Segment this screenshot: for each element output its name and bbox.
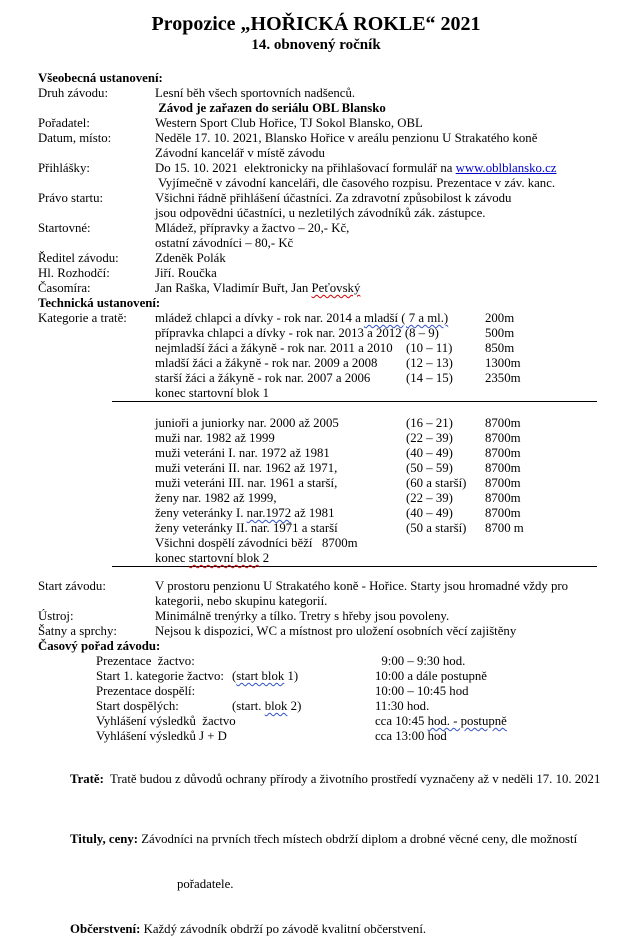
schedule-item-time <box>375 699 429 714</box>
text-segment: ženy nar. 1982 až 1999, <box>155 491 277 505</box>
info-row <box>38 101 632 116</box>
text-segment: Závod je zařazen do seriálu OBL Blansko <box>155 101 386 115</box>
schedule-row <box>96 699 632 714</box>
row-label: Právo startu: <box>38 191 104 205</box>
schedule-row <box>96 729 632 744</box>
row-label: Druh závodu: <box>38 86 109 100</box>
text-segment: startovní blok <box>188 551 260 565</box>
category-age-range: (50 – 59) <box>406 461 453 475</box>
category-age-range: (22 – 39) <box>406 491 453 505</box>
row-label: Start závodu: <box>38 579 106 593</box>
category-name <box>155 536 406 551</box>
text-segment: Každý závodník obdrží po závodě kvalitní občerstvení. <box>140 922 427 936</box>
row-content <box>155 236 293 251</box>
text-segment: ženy veteránky I. <box>155 506 247 520</box>
category-name <box>155 386 406 401</box>
row-content <box>155 594 327 609</box>
text-segment: kategorii, nebo skupinu kategorií. <box>155 594 328 608</box>
category-row <box>155 506 524 521</box>
row-content <box>70 832 577 846</box>
category-distance: 8700m <box>485 431 521 445</box>
schedule-item-note <box>232 729 375 744</box>
text-segment: konec <box>155 551 189 565</box>
text-segment: Jan Raška, Vladimír Buřt, Jan <box>155 281 312 295</box>
category-age-range: (12 – 13) <box>406 356 453 370</box>
schedule-item-note <box>232 714 375 729</box>
text-segment: Mládež, přípravky a žactvo – 20,- Kč, <box>155 221 350 235</box>
info-row <box>38 206 632 221</box>
text-segment: Tratě budou z důvodů ochrany přírody a životního prostředí vyznačeny až v neděli 17. 10. 2021 <box>103 772 601 786</box>
info-row <box>38 146 632 161</box>
technical-section-heading: Technická ustanovení: <box>38 296 161 310</box>
category-distance: 8700m <box>485 416 521 430</box>
category-distance: 8700m <box>485 491 521 505</box>
category-row <box>155 476 524 491</box>
info-row <box>38 131 632 146</box>
category-row <box>155 371 521 386</box>
row-label: Ústroj: <box>38 609 74 623</box>
text-segment: nar.1972 <box>246 506 292 520</box>
category-row <box>155 386 521 401</box>
text-segment: hod. - postupně <box>427 714 507 728</box>
text-segment: (start. <box>232 699 265 713</box>
category-block-1 <box>155 311 521 401</box>
category-age-range: (14 – 15) <box>406 371 453 385</box>
schedule-item-note <box>232 669 375 684</box>
schedule-row <box>96 714 632 729</box>
category-distance: 8700m <box>485 476 521 490</box>
category-age-range <box>406 551 485 566</box>
text-segment: Závodníci na prvních třech místech obdrží diplom a drobné věcné ceny, dle možností <box>138 832 578 846</box>
document-page <box>0 12 632 952</box>
info-row <box>38 266 632 281</box>
schedule-item-time <box>375 654 465 669</box>
category-distance: 1300m <box>485 356 521 370</box>
row-content <box>155 191 511 206</box>
category-age-range: (50 a starší) <box>406 521 467 535</box>
category-name <box>155 371 406 386</box>
row-content <box>155 579 568 594</box>
general-rows <box>38 86 632 296</box>
row-label: Hl. Rozhodčí: <box>38 266 110 280</box>
footer-row <box>145 862 632 907</box>
general-section-heading: Všeobecná ustanovení: <box>38 71 163 85</box>
info-row <box>38 624 632 639</box>
row-label: Startovné: <box>38 221 91 235</box>
text-segment: Lesní běh všech sportovních nadšenců. <box>155 86 356 100</box>
row-content <box>155 251 226 266</box>
text-segment: Western Sport Club Hořice, TJ Sokol Blansko, OBL <box>155 116 423 130</box>
category-distance: 850m <box>485 341 515 355</box>
race-info-rows <box>38 579 632 639</box>
text-segment: Vyjímečně v závodní kanceláři, dle časového rozpisu. Prezentace v záv. kanc. <box>155 176 556 190</box>
text-segment: 11:30 hod. <box>375 699 430 713</box>
text-segment: Zdeněk Polák <box>155 251 226 265</box>
row-label: Ředitel závodu: <box>38 251 119 265</box>
text-segment: pořadatele. <box>177 877 234 891</box>
row-label: Pořadatel: <box>38 116 90 130</box>
row-content <box>155 101 386 116</box>
text-segment: blok <box>264 699 288 713</box>
text-segment: 10:00 a dále postupně <box>375 669 487 683</box>
info-row <box>38 236 632 251</box>
schedule-row <box>96 669 632 684</box>
info-row <box>38 86 632 101</box>
schedule-row <box>96 654 632 669</box>
schedule-item-time <box>375 729 447 744</box>
category-name <box>155 341 406 356</box>
document-subtitle: 14. obnovený ročník <box>251 37 381 53</box>
row-content <box>155 86 355 101</box>
category-distance: 8700m <box>485 461 521 475</box>
text-segment: muži veteráni II. nar. 1962 až 1971, <box>155 461 338 475</box>
text-segment: Peťovský <box>311 281 361 295</box>
footer-rows <box>38 757 632 952</box>
schedule-row <box>96 684 632 699</box>
category-distance: 8700 m <box>485 521 524 535</box>
text-segment: Tratě: <box>70 772 104 786</box>
category-age-range: (40 – 49) <box>406 446 453 460</box>
spacer <box>38 402 632 416</box>
text-segment: mladší ( 7 a ml.) <box>363 311 449 325</box>
schedule-item-label <box>96 714 236 729</box>
row-content <box>155 281 360 296</box>
footer-row <box>38 907 632 952</box>
text-segment: start blok <box>236 669 285 683</box>
category-row <box>155 341 521 356</box>
category-name <box>155 416 406 431</box>
text-segment: junioři a juniorky nar. 2000 až 2005 <box>155 416 339 430</box>
text-segment: muži veteráni I. nar. 1972 až 1981 <box>155 446 330 460</box>
text-segment: nejmladší žáci a žákyně - rok nar. 2011 a 2010 <box>155 341 393 355</box>
text-segment: Do 15. 10. 2021 elektronicky na přihlašovací formulář na <box>155 161 456 175</box>
text-segment: konec startovní blok 1 <box>155 386 270 400</box>
text-segment: Závodní kancelář v místě závodu <box>155 146 325 160</box>
row-content <box>155 266 217 281</box>
row-label: Časomíra: <box>38 281 91 295</box>
category-row <box>155 536 524 551</box>
text-segment: Start 1. kategorie žactvo: <box>96 669 224 683</box>
text-segment: Prezentace dospělí: <box>96 684 196 698</box>
schedule-item-note <box>232 654 375 669</box>
row-label: Přihlášky: <box>38 161 90 175</box>
text-segment: jsou odpovědni účastníci, u nezletilých závodníků zák. zástupce. <box>155 206 486 220</box>
category-distance: 500m <box>485 326 515 340</box>
schedule-item-time <box>375 669 487 684</box>
text-segment: ostatní závodníci – 80,- Kč <box>155 236 294 250</box>
text-segment: Tituly, ceny: <box>70 832 139 846</box>
category-row <box>155 521 524 536</box>
divider-line <box>112 566 597 567</box>
row-content <box>155 116 423 131</box>
text-segment: Start dospělých: <box>96 699 179 713</box>
schedule-item-time <box>375 714 507 729</box>
row-content <box>70 772 600 786</box>
category-age-range: (10 – 11) <box>406 341 453 355</box>
footer-row <box>38 757 632 802</box>
category-name <box>155 551 406 566</box>
row-content <box>155 146 325 161</box>
category-name <box>155 461 406 476</box>
text-segment: Neděle 17. 10. 2021, Blansko Hořice v areálu penzionu U Strakatého koně <box>155 131 538 145</box>
text-segment: Minimálně trenýrky a tílko. Tretry s hřeby jsou povoleny. <box>155 609 450 623</box>
text-segment: Vyhlášení výsledků J + D <box>96 729 227 743</box>
text-segment: mladší žáci a žákyně - rok nar. 2009 a 2008 <box>155 356 378 370</box>
text-segment: 10:00 – 10:45 hod <box>375 684 469 698</box>
schedule-item-label <box>96 669 232 684</box>
row-content <box>155 609 449 624</box>
text-segment: 2 <box>259 551 270 565</box>
text-segment: Občerstvení: <box>70 922 141 936</box>
category-name <box>155 356 406 371</box>
category-row <box>155 446 524 461</box>
text-segment: 1) <box>284 669 299 683</box>
category-name <box>155 506 406 521</box>
category-name <box>155 521 406 536</box>
row-content <box>155 176 555 191</box>
category-age-range: (22 – 39) <box>406 431 453 445</box>
category-row <box>155 461 524 476</box>
text-segment: Všichni dospělí závodníci běží 8700m <box>155 536 358 550</box>
text-segment: Všichni řádně přihlášení účastníci. Za zdravotní způsobilost k závodu <box>155 191 512 205</box>
hyperlink-oblblansko[interactable]: www.oblblansko.cz <box>455 161 557 175</box>
row-content <box>155 206 485 221</box>
row-content <box>155 624 516 639</box>
info-row <box>38 281 632 296</box>
text-segment: ženy veteránky II. nar. 1971 a starší <box>155 521 338 535</box>
text-segment: Jiří. Roučka <box>155 266 217 280</box>
row-label: Kategorie a tratě: <box>38 311 127 325</box>
category-block-2 <box>155 416 524 566</box>
row-content <box>155 161 556 176</box>
info-row <box>38 579 632 594</box>
category-name <box>155 491 406 506</box>
info-row <box>38 609 632 624</box>
info-row <box>38 594 632 609</box>
text-segment: 9:00 – 9:30 hod. <box>375 654 466 668</box>
text-segment: muži nar. 1982 až 1999 <box>155 431 275 445</box>
category-row <box>155 551 524 566</box>
schedule-rows <box>96 654 632 744</box>
text-segment: V prostoru penzionu U Strakatého koně - Hořice. Starty jsou hromadné vždy pro <box>155 579 569 593</box>
schedule-item-label <box>96 729 232 744</box>
document-body <box>38 71 632 952</box>
info-row <box>38 161 632 176</box>
text-segment: Nejsou k dispozici, WC a místnost pro uložení osobních věcí zajištěny <box>155 624 517 638</box>
text-segment: ( <box>232 669 237 683</box>
category-row <box>155 491 524 506</box>
category-age-range: (40 – 49) <box>406 506 453 520</box>
schedule-item-note <box>232 699 375 714</box>
category-distance: 200m <box>485 311 515 325</box>
text-segment: starší žáci a žákyně - rok nar. 2007 a 2006 <box>155 371 371 385</box>
info-row <box>38 191 632 206</box>
category-row <box>155 311 521 326</box>
row-label: Datum, místo: <box>38 131 112 145</box>
info-row <box>38 116 632 131</box>
category-age-range <box>406 386 485 401</box>
category-distance: 8700m <box>485 446 521 460</box>
category-row <box>155 416 524 431</box>
text-segment: až 1981 <box>291 506 335 520</box>
category-distance: 2350m <box>485 371 521 385</box>
category-distance: 8700m <box>485 506 521 520</box>
schedule-item-time <box>375 684 469 699</box>
row-label: Šatny a sprchy: <box>38 624 117 638</box>
row-content <box>155 131 537 146</box>
row-content <box>177 877 234 891</box>
schedule-item-label <box>96 684 232 699</box>
info-row <box>38 221 632 236</box>
category-age-range: (16 – 21) <box>406 416 453 430</box>
info-row <box>38 251 632 266</box>
category-name <box>155 446 406 461</box>
categories-row <box>38 416 632 566</box>
category-name <box>155 311 449 326</box>
info-row <box>38 176 632 191</box>
category-age-range <box>406 326 485 341</box>
category-name <box>155 431 406 446</box>
row-content <box>70 922 426 936</box>
schedule-item-note <box>232 684 375 699</box>
category-age-range: (60 a starší) <box>406 476 467 490</box>
schedule-item-label <box>96 699 232 714</box>
text-segment: 2) <box>287 699 302 713</box>
text-segment: Prezentace žactvo: <box>96 654 195 668</box>
text-segment: cca 13:00 hod <box>375 729 447 743</box>
schedule-section-heading: Časový pořad závodu: <box>38 639 161 653</box>
category-name <box>155 326 439 341</box>
footer-row <box>38 817 632 862</box>
document-title: Propozice „HOŘICKÁ ROKLE“ 2021 <box>151 13 481 35</box>
text-segment: přípravka chlapci a dívky - rok nar. 2013 a 2012 (8 – 9) <box>155 326 439 340</box>
row-content <box>155 221 349 236</box>
category-age-range <box>406 536 485 551</box>
category-row <box>155 356 521 371</box>
category-age-range <box>406 311 485 326</box>
categories-row <box>38 311 632 401</box>
text-segment: muži veteráni III. nar. 1961 a starší, <box>155 476 338 490</box>
text-segment: cca 10:45 <box>375 714 428 728</box>
category-row <box>155 326 521 341</box>
text-segment: Vyhlášení výsledků žactvo <box>96 714 236 728</box>
category-name <box>155 476 406 491</box>
schedule-item-label <box>96 654 232 669</box>
text-segment: mládež chlapci a dívky - rok nar. 2014 a <box>155 311 364 325</box>
category-row <box>155 431 524 446</box>
